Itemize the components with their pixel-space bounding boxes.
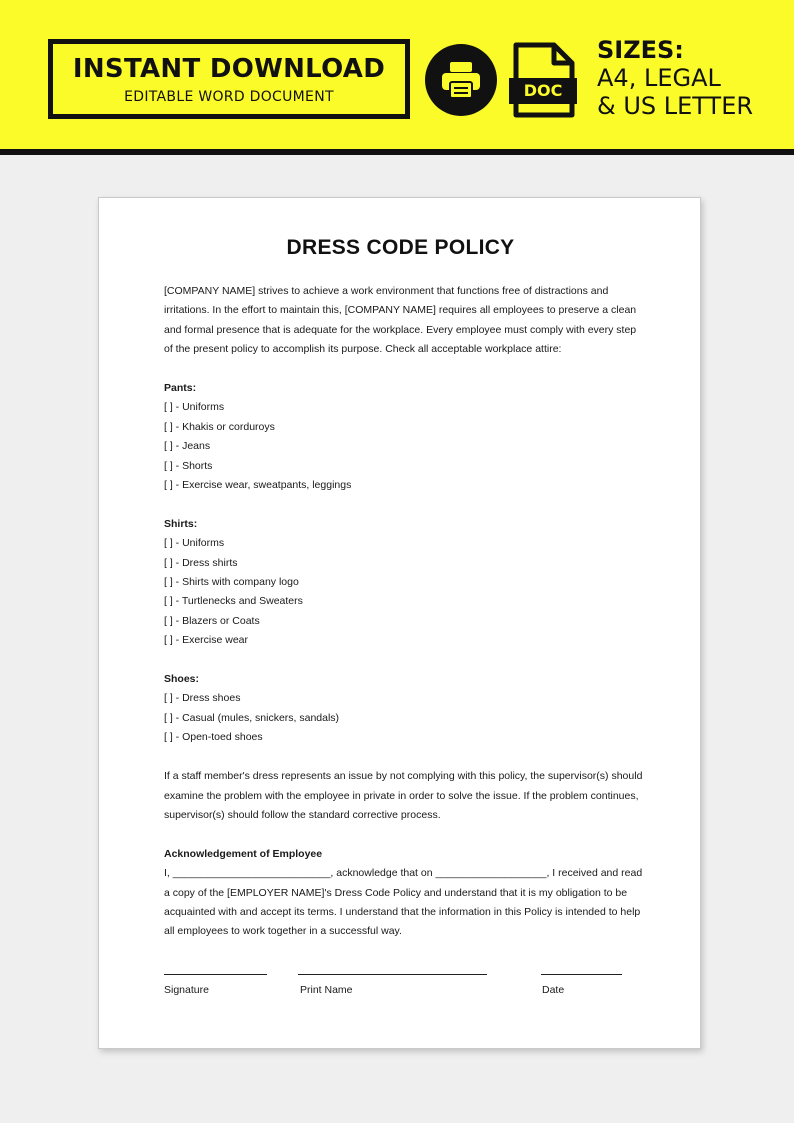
pants-heading: Pants: (164, 382, 197, 395)
sizes-info (597, 36, 753, 120)
print-name-label: Print Name (300, 984, 353, 996)
sizes-line-1: A4, LEGAL (597, 64, 721, 92)
shoes-heading: Shoes: (164, 673, 200, 686)
shirts-item[interactable]: [ ] - Blazers or Coats (164, 614, 260, 627)
print-name-line[interactable] (298, 974, 487, 975)
shoes-item[interactable]: [ ] - Casual (mules, snickers, sandals) (164, 711, 340, 724)
intro-paragraph: [COMPANY NAME] strives to achieve a work environment that functions free of distractions and irritations. In the effort to maintain this, [COMPANY NAME] requires all employees to preserve a clean and formal presence that is adequate for the workplace. Every employee must comply with every step of the present policy to accomplish its purpose. Check all acceptable workplace attire: (164, 285, 637, 356)
sizes-title: SIZES: (597, 36, 684, 64)
signature-row (164, 964, 644, 1004)
shirts-item[interactable]: [ ] - Exercise wear (164, 634, 249, 647)
signature-label: Signature (164, 984, 209, 996)
pants-item[interactable]: [ ] - Shorts (164, 459, 213, 472)
sizes-line-2: & US LETTER (597, 92, 754, 120)
acknowledgement-heading: Acknowledgement of Employee (164, 847, 323, 860)
shoes-item[interactable]: [ ] - Dress shoes (164, 692, 241, 705)
pants-item[interactable]: [ ] - Uniforms (164, 401, 225, 414)
pants-item[interactable]: [ ] - Khakis or corduroys (164, 420, 275, 433)
shirts-item[interactable]: [ ] - Shirts with company logo (164, 576, 299, 589)
acknowledgement-paragraph: I, ___________________________, acknowledge that on ___________________, I received and read a copy of the [EMPLOYER NAME]'s Dress Code Policy and understand that it is my obligation to be acquainted with and accept its terms. I understand that the information in this Policy is intended to help all employees to work together in a successful way. (164, 867, 643, 938)
document-body (164, 282, 644, 942)
pants-item[interactable]: [ ] - Exercise wear, sweatpants, leggings (164, 479, 352, 492)
doc-label: DOC (509, 78, 577, 104)
instant-download-box (48, 39, 410, 119)
editable-word-subtitle: EDITABLE WORD DOCUMENT (124, 89, 334, 105)
shirts-item[interactable]: [ ] - Turtlenecks and Sweaters (164, 595, 303, 608)
issue-paragraph: If a staff member's dress represents an issue by not complying with this policy, the supervisor(s) should examine the problem with the employee in private in order to solve the issue. If the problem continues, supervisor(s) should follow the standard corrective process. (164, 770, 643, 821)
signature-line[interactable] (164, 974, 267, 975)
shirts-heading: Shirts: (164, 517, 198, 530)
document-page (98, 197, 701, 1049)
printer-icon (425, 44, 497, 116)
date-label: Date (542, 984, 565, 996)
shirts-item[interactable]: [ ] - Uniforms (164, 537, 225, 550)
date-line[interactable] (541, 974, 622, 975)
instant-download-title: INSTANT DOWNLOAD (72, 54, 386, 84)
pants-item[interactable]: [ ] - Jeans (164, 440, 211, 453)
document-title: DRESS CODE POLICY (286, 236, 515, 259)
shirts-item[interactable]: [ ] - Dress shirts (164, 556, 238, 569)
promo-banner (0, 0, 794, 155)
shoes-item[interactable]: [ ] - Open-toed shoes (164, 731, 263, 744)
